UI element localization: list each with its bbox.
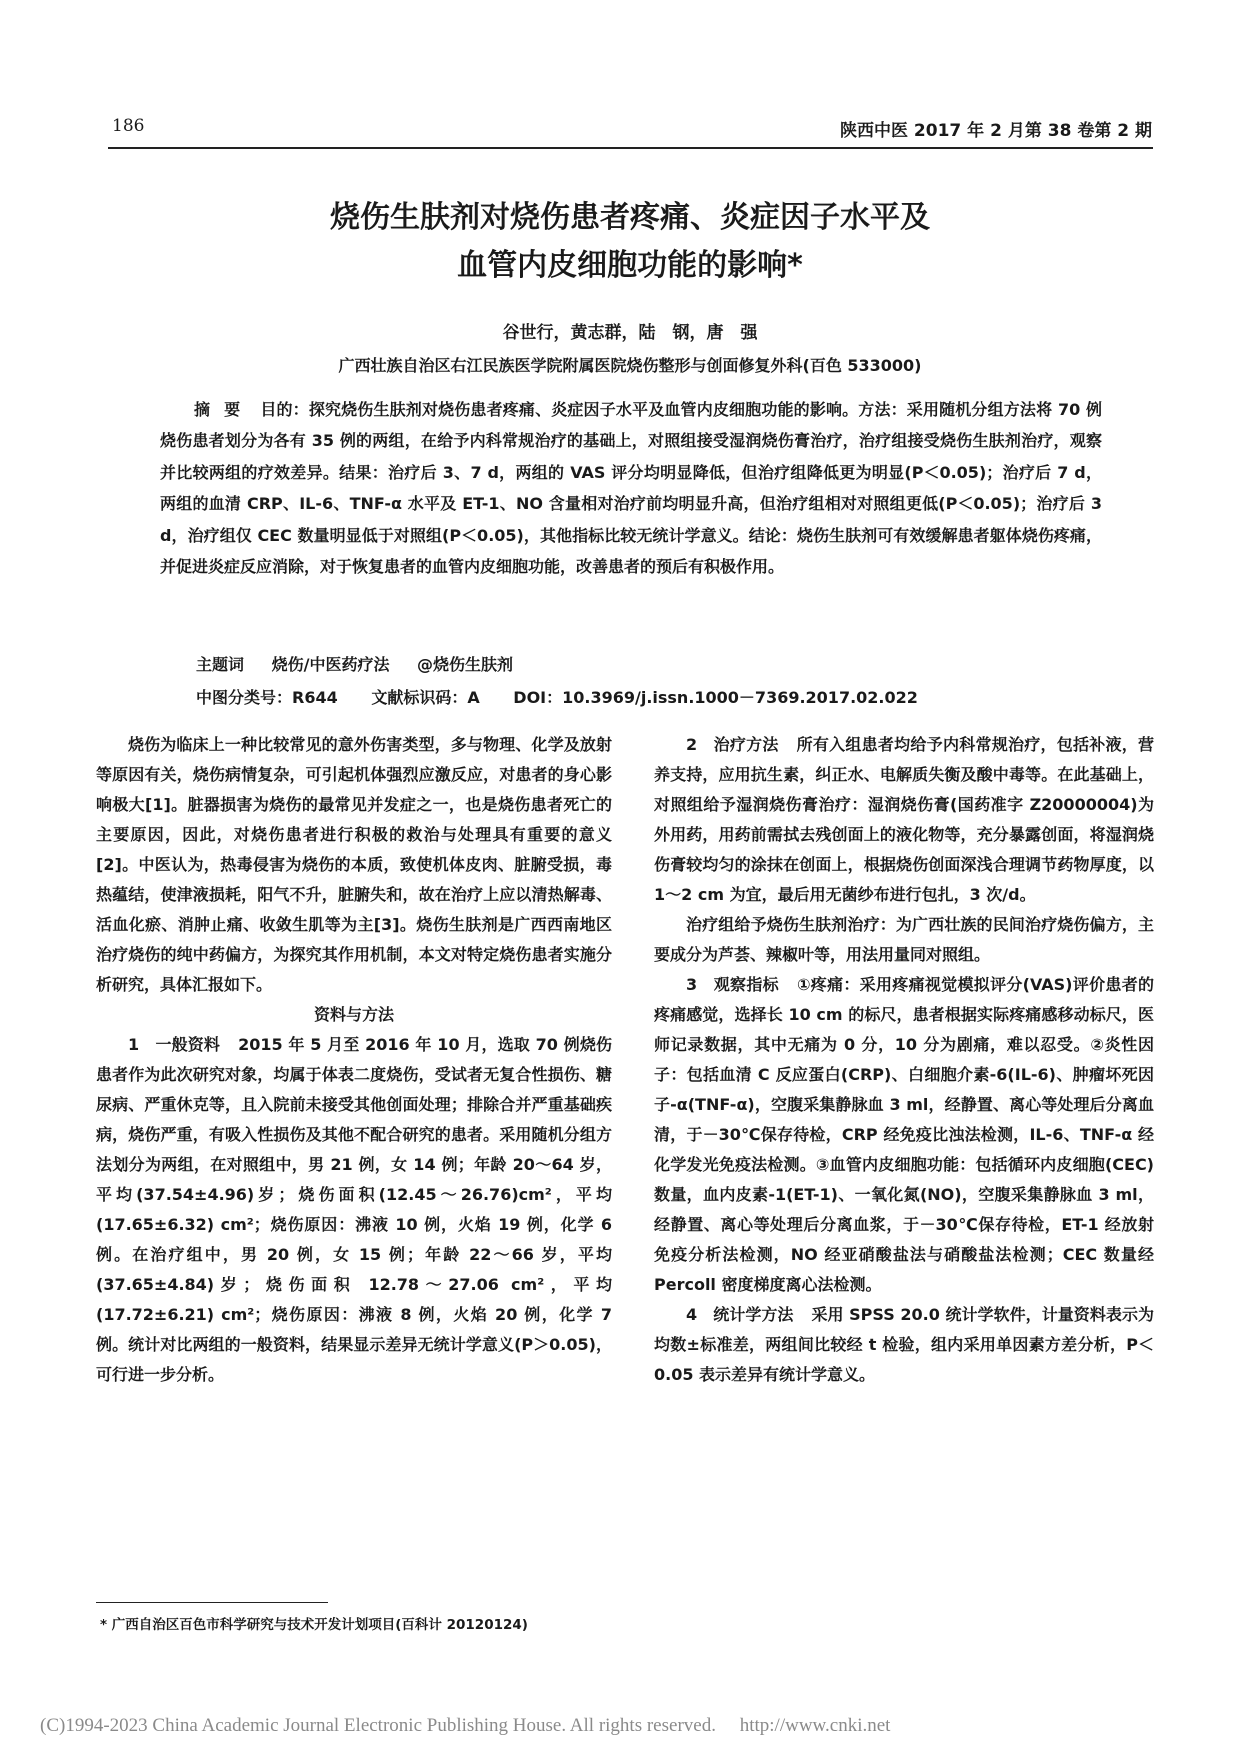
abstract	[160, 394, 1102, 582]
keyword-2: @烧伤生肤剂	[417, 655, 514, 674]
header-rule	[108, 147, 1153, 149]
subsection-3-title: 3 观察指标	[686, 975, 779, 994]
treatment-paragraph	[654, 730, 1154, 910]
clc-number: 中图分类号：R644	[196, 688, 338, 707]
keywords-label: 主题词	[196, 655, 245, 674]
author-list: 谷世行，黄志群，陆 钢，唐 强	[502, 323, 758, 343]
subsection-2-title: 2 治疗方法	[686, 735, 779, 754]
document-code: 文献标识码：A	[371, 688, 480, 707]
observation-paragraph	[654, 970, 1154, 1300]
page-number: 186	[112, 116, 145, 136]
abstract-label: 摘要	[194, 400, 255, 419]
affiliation: 广西壮族自治区右江民族医学院附属医院烧伤整形与创面修复外科(百色 533000)	[338, 356, 922, 375]
section-heading: 资料与方法	[313, 1005, 394, 1024]
funding-footnote: * 广西自治区百色市科学研究与技术开发计划项目(百科计 20120124)	[100, 1617, 528, 1633]
subsection-4-text: 采用 SPSS 20.0 统计学软件，计量资料表示为均数±标准差，两组间比较经 t 检验，组内采用单因素方差分析，P＜0.05 表示差异有统计学意义。	[654, 1305, 1154, 1384]
title-line-1: 烧伤生肤剂对烧伤患者疼痛、炎症因子水平及	[330, 200, 930, 235]
subsection-1-title: 1 一般资料	[128, 1035, 221, 1054]
doi: DOI：10.3969/j.issn.1000－7369.2017.02.022	[513, 688, 918, 707]
classification-line	[196, 685, 1116, 708]
running-header	[112, 114, 1152, 142]
keyword-1: 烧伤/中医药疗法	[271, 655, 390, 674]
keywords	[196, 652, 1096, 675]
left-column	[96, 730, 612, 1390]
subsection-2-text: 所有入组患者均给予内科常规治疗，包括补液，营养支持，应用抗生素，纠正水、电解质失衡及酸中毒等。在此基础上，对照组给予湿润烧伤膏治疗：湿润烧伤膏(国药准字 Z20000004)为外用药，用药前需拭去残创面上的液化物等，充分暴露创面，将湿润烧伤膏较均匀的涂抹在创面上，根据烧伤创面深浅合理调节药物厚度，以 1～2 cm 为宜，最后用无菌纱布进行包扎，3 次/d。	[654, 735, 1154, 904]
copyright-watermark: (C)1994-2023 China Academic Journal Electronic Publishing House. All rights reserved. http://www.cnki.net	[40, 1715, 891, 1736]
subsection-4-title: 4 统计学方法	[686, 1305, 794, 1324]
statistics-paragraph	[654, 1300, 1154, 1390]
title-line-2: 血管内皮细胞功能的影响*	[457, 248, 803, 283]
treatment-group-paragraph: 治疗组给予烧伤生肤剂治疗：为广西壮族的民间治疗烧伤偏方，主要成分为芦荟、辣椒叶等，用法用量同对照组。	[654, 915, 1154, 964]
right-column	[654, 730, 1154, 1390]
intro-paragraph: 烧伤为临床上一种比较常见的意外伤害类型，多与物理、化学及放射等原因有关，烧伤病情复杂，可引起机体强烈应激反应，对患者的身心影响极大[1]。脏器损害为烧伤的最常见并发症之一，也是烧伤患者死亡的主要原因，因此，对烧伤患者进行积极的救治与处理具有重要的意义[2]。中医认为，热毒侵害为烧伤的本质，致使机体皮肉、脏腑受损，毒热蕴结，使津液损耗，阳气不升，脏腑失和，故在治疗上应以清热解毒、活血化瘀、消肿止痛、收敛生肌等为主[3]。烧伤生肤剂是广西西南地区治疗烧伤的纯中药偏方，为探究其作用机制，本文对特定烧伤患者实施分析研究，具体汇报如下。	[96, 735, 612, 994]
subsection-1-text: 2015 年 5 月至 2016 年 10 月，选取 70 例烧伤患者作为此次研究对象，均属于体表二度烧伤，受试者无复合性损伤、糖尿病、严重休克等，且入院前未接受其他创面处理；排除合并严重基础疾病，烧伤严重，有吸入性损伤及其他不配合研究的患者。采用随机分组方法划分为两组，在对照组中，男 21 例，女 14 例；年龄 20～64 岁，平均(37.54±4.96)岁；烧伤面积(12.45～26.76)cm²，平均(17.65±6.32) cm²；烧伤原因：沸液 10 例，火焰 19 例，化学 6 例。在治疗组中，男 20 例，女 15 例；年龄 22～66 岁，平均(37.65±4.84)岁；烧伤面积 12.78～27.06 cm²，平均(17.72±6.21) cm²；烧伤原因：沸液 8 例，火焰 20 例，化学 7 例。统计对比两组的一般资料，结果显示差异无统计学意义(P＞0.05)，可行进一步分析。	[96, 1035, 612, 1384]
journal-citation: 陕西中医 2017 年 2 月第 38 卷第 2 期	[840, 121, 1152, 141]
abstract-text: 目的：探究烧伤生肤剂对烧伤患者疼痛、炎症因子水平及血管内皮细胞功能的影响。方法：采用随机分组方法将 70 例烧伤患者划分为各有 35 例的两组，在给予内科常规治疗的基础上，对照组接受湿润烧伤膏治疗，治疗组接受烧伤生肤剂治疗，观察并比较两组的疗效差异。结果：治疗后 3、7 d，两组的 VAS 评分均明显降低，但治疗组降低更为明显(P＜0.05)；治疗后 7 d，两组的血清 CRP、IL-6、TNF-α 水平及 ET-1、NO 含量相对治疗前均明显升高，但治疗组相对对照组更低(P＜0.05)；治疗后 3 d，治疗组仅 CEC 数量明显低于对照组(P＜0.05)，其他指标比较无统计学意义。结论：烧伤生肤剂可有效缓解患者躯体烧伤疼痛，并促进炎症反应消除，对于恢复患者的血管内皮细胞功能，改善患者的预后有积极作用。	[160, 400, 1102, 577]
article-title	[110, 194, 1150, 290]
footnote-rule	[96, 1602, 328, 1603]
general-data-paragraph	[96, 1030, 612, 1390]
subsection-3-text: ①疼痛：采用疼痛视觉模拟评分(VAS)评价患者的疼痛感觉，选择长 10 cm 的标尺，患者根据实际疼痛感移动标尺，医师记录数据，其中无痛为 0 分，10 分为剧痛，难以忍受。②炎性因子：包括血清 C 反应蛋白(CRP)、白细胞介素-6(IL-6)、肿瘤坏死因子-α(TNF-α)，空腹采集静脉血 3 ml，经静置、离心等处理后分离血清，于－30℃保存待检，CRP 经免疫比浊法检测，IL-6、TNF-α 经化学发光免疫法检测。③血管内皮细胞功能：包括循环内皮细胞(CEC)数量，血内皮素-1(ET-1)、一氧化氮(NO)，空腹采集静脉血 3 ml，经静置、离心等处理后分离血浆，于－30℃保存待检，ET-1 经放射免疫分析法检测，NO 经亚硝酸盐法与硝酸盐法检测；CEC 数量经 Percoll 密度梯度离心法检测。	[654, 975, 1154, 1294]
